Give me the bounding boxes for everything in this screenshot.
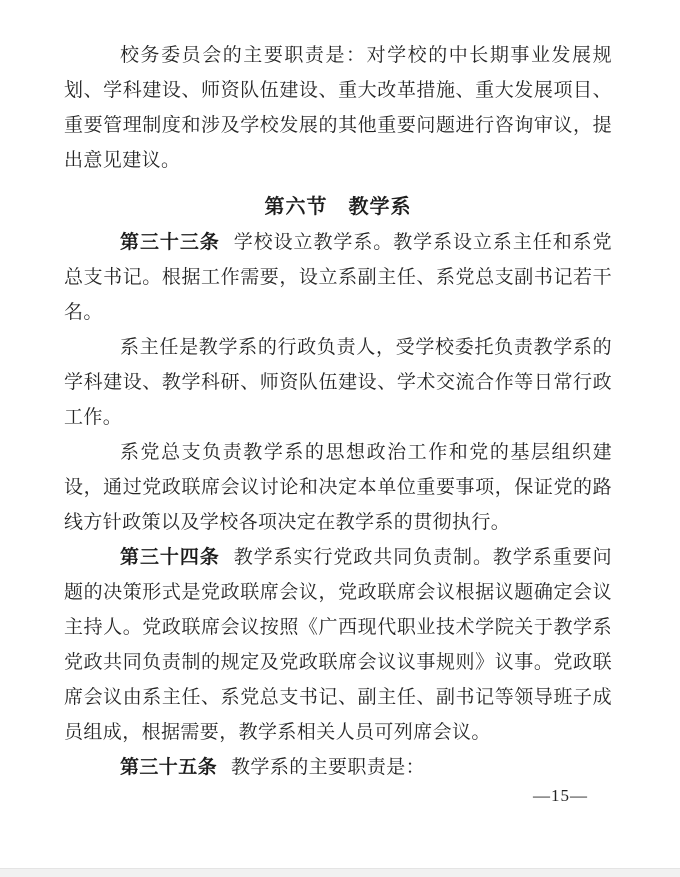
intro-paragraph: 校务委员会的主要职责是：对学校的中长期事业发展规划、学科建设、师资队伍建设、重大改革措施、重大发展项目、重要管理制度和涉及学校发展的其他重要问题进行咨询审议，提出意见建议。: [64, 45, 612, 171]
article-35-label: 第三十五条: [120, 757, 218, 778]
article-33-paragraph: [64, 225, 612, 330]
article-35-paragraph: [64, 750, 612, 785]
article-34-text: 教学系实行党政共同负责制。教学系重要问题的决策形式是党政联席会议，党政联席会议根据议题确定会议主持人。党政联席会议按照《广西现代职业技术学院关于教学系党政共同负责制的规定及党政联席会议议事规则》议事。党政联席会议由系主任、系党总支书记、副主任、副书记等领导班子成员组成，根据需要，教学系相关人员可列席会议。: [64, 547, 612, 743]
article-34-label: 第三十四条: [120, 547, 220, 568]
article-33-text: 学校设立教学系。教学系设立系主任和系党总支书记。根据工作需要，设立系副主任、系党总支副书记若干名。: [64, 232, 612, 323]
article-34-paragraph: [64, 540, 612, 750]
viewer-bottom-edge: [0, 868, 680, 877]
article-33-label: 第三十三条: [120, 232, 220, 253]
page-number: —15—: [533, 786, 588, 805]
director-paragraph: 系主任是教学系的行政负责人，受学校委托负责教学系的学科建设、教学科研、师资队伍建设、学术交流合作等日常行政工作。: [64, 337, 612, 428]
section-heading: 第六节 教学系: [264, 196, 412, 218]
document-body: [64, 0, 612, 785]
party-branch-paragraph: 系党总支负责教学系的思想政治工作和党的基层组织建设，通过党政联席会议讨论和决定本单位重要事项，保证党的路线方针政策以及学校各项决定在教学系的贯彻执行。: [64, 442, 612, 533]
article-35-text: 教学系的主要职责是：: [231, 757, 426, 778]
